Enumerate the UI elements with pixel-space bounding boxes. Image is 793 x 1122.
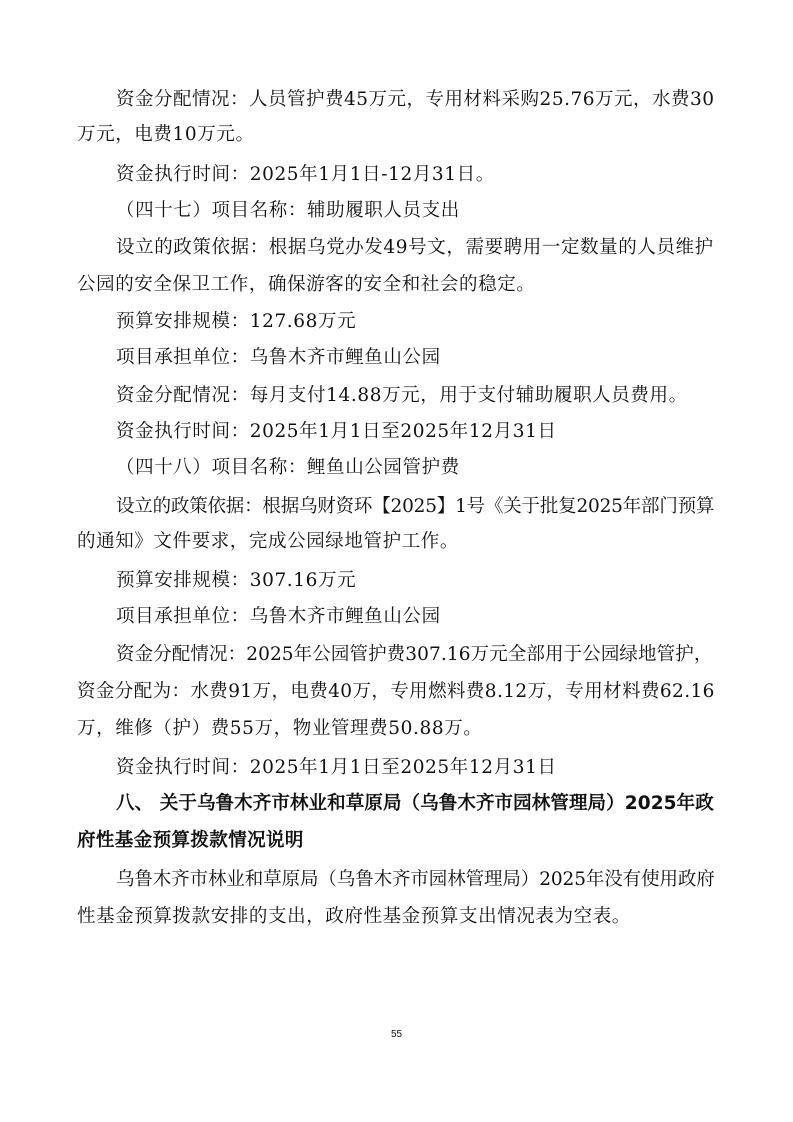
paragraph-line: 资金执行时间：2025年1月1日至2025年12月31日 <box>116 421 557 442</box>
paragraph-line: 资金执行时间：2025年1月1日至2025年12月31日 <box>116 757 557 778</box>
paragraph-line: 设立的政策依据：根据乌党办发49号文，需要聘用一定数量的人员维护 <box>116 237 714 258</box>
paragraph-line: 项目承担单位：乌鲁木齐市鲤鱼山公园 <box>116 606 441 627</box>
paragraph-line: 乌鲁木齐市林业和草原局（乌鲁木齐市园林管理局）2025年没有使用政府 <box>116 869 715 890</box>
paragraph-line: 资金分配为：水费91万，电费40万，专用燃料费8.12万，专用材料费62.16 <box>77 681 715 702</box>
paragraph-line: 预算安排规模：307.16万元 <box>116 570 357 591</box>
paragraph-line: 公园的安全保卫工作，确保游客的安全和社会的稳定。 <box>77 274 536 295</box>
paragraph-line: 项目承担单位：乌鲁木齐市鲤鱼山公园 <box>116 347 441 368</box>
chapter-heading: 八、 关于乌鲁木齐市林业和草原局（乌鲁木齐市园林管理局）2025年政 <box>116 793 714 814</box>
paragraph-line: 资金分配情况：人员管护费45万元，专用材料采购25.76万元，水费30 <box>116 89 715 110</box>
chapter-heading: 府性基金预算拨款情况说明 <box>77 830 304 851</box>
paragraph-line: 性基金预算拨款安排的支出，政府性基金预算支出情况表为空表。 <box>77 906 631 927</box>
paragraph-line: 设立的政策依据：根据乌财资环【2025】1号《关于批复2025年部门预算 <box>116 496 715 517</box>
paragraph-line: 资金分配情况：每月支付14.88万元，用于支付辅助履职人员费用。 <box>116 385 688 406</box>
paragraph-line: 资金分配情况：2025年公园管护费307.16万元全部用于公园绿地管护， <box>116 644 713 665</box>
paragraph-line: 的通知》文件要求，完成公园绿地管护工作。 <box>77 531 460 552</box>
paragraph-line: 万元，电费10万元。 <box>77 124 255 145</box>
page-number: 55 <box>390 1029 403 1040</box>
section-heading: （四十七）项目名称：辅助履职人员支出 <box>116 200 460 221</box>
paragraph-line: 资金执行时间：2025年1月1日-12月31日。 <box>116 164 495 185</box>
section-heading: （四十八）项目名称：鲤鱼山公园管护费 <box>116 457 460 478</box>
paragraph-line: 预算安排规模：127.68万元 <box>116 311 357 332</box>
paragraph-line: 万，维修（护）费55万，物业管理费50.88万。 <box>77 718 483 739</box>
